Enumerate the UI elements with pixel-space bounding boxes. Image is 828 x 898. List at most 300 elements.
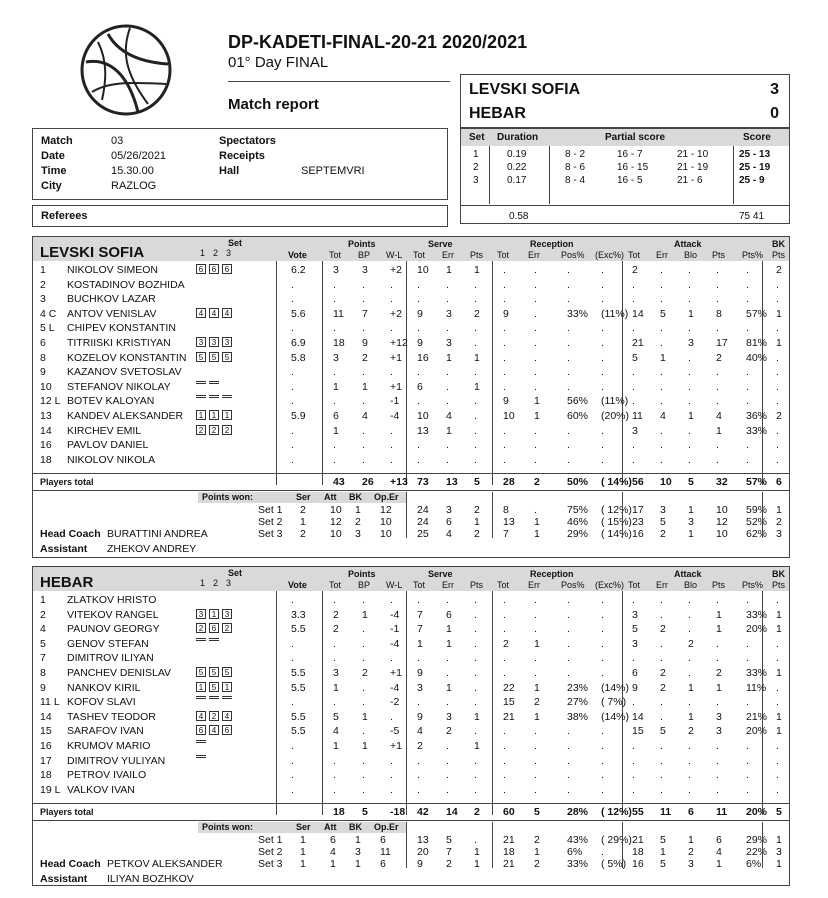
player-number: 17 bbox=[40, 754, 52, 767]
reception-cell: . bbox=[503, 264, 506, 276]
serve-cell: . bbox=[446, 783, 449, 796]
sub-header: Err bbox=[656, 580, 668, 590]
sub-header: Tot bbox=[497, 580, 510, 590]
set-attack: 3 bbox=[660, 504, 666, 517]
set-reception: 2 bbox=[534, 834, 540, 847]
bk-cell: 1 bbox=[776, 337, 782, 349]
reception-cell: . bbox=[567, 424, 570, 437]
points-cell: 3 bbox=[333, 351, 339, 364]
points-cell: +2 bbox=[390, 264, 402, 276]
player-number: 16 bbox=[40, 439, 52, 452]
total-serve: 13 bbox=[446, 476, 458, 489]
serve-cell: . bbox=[446, 652, 449, 665]
attack-cell: . bbox=[632, 366, 635, 379]
assistant-name: ILIYAN BOZHKOV bbox=[107, 873, 194, 886]
reception-cell: . bbox=[534, 424, 537, 437]
reception-cell: . bbox=[534, 293, 537, 306]
total-points: 26 bbox=[362, 476, 374, 489]
reception-cell: . bbox=[567, 725, 570, 738]
serve-cell: 1 bbox=[446, 351, 452, 364]
player-number: 4 bbox=[40, 623, 46, 636]
points-cell: . bbox=[333, 754, 336, 767]
attack-cell: 2 bbox=[688, 637, 694, 650]
set-reception: 33% bbox=[567, 858, 589, 871]
attack-cell: 3 bbox=[632, 637, 638, 650]
points-cell: . bbox=[362, 652, 365, 665]
set-bk: 3 bbox=[776, 846, 782, 859]
bench-marker bbox=[209, 696, 219, 699]
attack-cell: . bbox=[688, 453, 691, 466]
attack-cell: . bbox=[688, 608, 691, 621]
vote: 5.6 bbox=[291, 307, 306, 320]
reception-cell: 27% bbox=[567, 696, 589, 709]
bench-marker bbox=[209, 638, 219, 641]
reception-cell: 9 bbox=[503, 395, 509, 408]
bk-cell: 2 bbox=[776, 264, 782, 276]
set-duration: 0.17 bbox=[507, 175, 527, 186]
team1-name: LEVSKI SOFIA bbox=[469, 81, 581, 98]
serve-cell: 2 bbox=[417, 740, 423, 752]
points-cell: . bbox=[333, 769, 336, 782]
set-rotation: 5 bbox=[196, 667, 206, 677]
attack-cell: . bbox=[632, 395, 635, 408]
serve-cell: . bbox=[417, 439, 420, 452]
sub-header: Err bbox=[528, 250, 540, 260]
bk-cell: . bbox=[776, 652, 779, 665]
reception-cell: . bbox=[601, 667, 604, 679]
total-points: 18 bbox=[333, 806, 345, 819]
player-number: 12 L bbox=[40, 395, 61, 408]
attack-cell: 1 bbox=[716, 623, 722, 636]
reception-header: Reception bbox=[530, 569, 574, 579]
player-number: 16 bbox=[40, 740, 52, 752]
match-time: 15.30.00 bbox=[111, 165, 154, 177]
player-row bbox=[0, 425, 828, 439]
player-number: 19 L bbox=[40, 783, 61, 796]
set-rotation: 5 bbox=[196, 352, 206, 362]
set-serve: 7 bbox=[446, 846, 452, 859]
set-attack: 16 bbox=[632, 528, 644, 541]
total-attack: 11 bbox=[716, 806, 728, 819]
attack-cell: . bbox=[688, 322, 691, 335]
player-number: 5 bbox=[40, 637, 46, 650]
attack-cell: . bbox=[716, 322, 719, 335]
set-rotation: 5 bbox=[222, 352, 232, 362]
report-title: DP-KADETI-FINAL-20-21 2020/2021 bbox=[228, 32, 528, 52]
total-attack: 57% bbox=[746, 476, 768, 489]
set-reception: 43% bbox=[567, 834, 589, 847]
set-reception: ( 29%) bbox=[601, 834, 632, 847]
serve-cell: 1 bbox=[446, 681, 452, 694]
bk-cell: 1 bbox=[776, 623, 782, 636]
player-name: STEFANOV NIKOLAY bbox=[67, 380, 171, 393]
set-attack: 4 bbox=[716, 846, 722, 859]
reception-cell: 2 bbox=[534, 696, 540, 709]
attack-cell: 2 bbox=[660, 681, 666, 694]
set-bk: 2 bbox=[776, 516, 782, 529]
set-number: 2 bbox=[473, 162, 479, 173]
set-attack: 2 bbox=[660, 528, 666, 541]
set-number: 3 bbox=[473, 175, 479, 186]
points-won-label: Points won: bbox=[202, 822, 253, 833]
attack-cell: 17 bbox=[716, 337, 728, 349]
player-number: 1 bbox=[40, 264, 46, 276]
points-cell: 1 bbox=[333, 424, 339, 437]
reception-cell: . bbox=[567, 453, 570, 466]
serve-cell: . bbox=[474, 681, 477, 694]
bk-cell: . bbox=[776, 740, 779, 752]
attack-cell: . bbox=[632, 740, 635, 752]
bk-cell: . bbox=[776, 681, 779, 694]
points-won-header: Att bbox=[324, 822, 337, 833]
attack-cell: . bbox=[746, 769, 749, 782]
set-bk: 1 bbox=[776, 504, 782, 517]
player-row bbox=[0, 711, 828, 725]
attack-cell: . bbox=[688, 740, 691, 752]
bench-marker bbox=[196, 740, 206, 743]
reception-cell: . bbox=[534, 608, 537, 621]
reception-cell: . bbox=[534, 667, 537, 679]
points-cell: +2 bbox=[390, 307, 402, 320]
attack-cell: 14 bbox=[632, 307, 644, 320]
total-points: -18 bbox=[390, 806, 406, 819]
points-won-header: Op.Er bbox=[374, 492, 399, 503]
attack-cell: . bbox=[660, 637, 663, 650]
player-number: 13 bbox=[40, 410, 52, 422]
set-serve: 2 bbox=[446, 858, 452, 871]
reception-cell: . bbox=[534, 769, 537, 782]
total-reception: ( 12%) bbox=[601, 806, 632, 819]
set-rotation: 3 bbox=[196, 337, 206, 347]
attack-cell: . bbox=[660, 337, 663, 349]
reception-cell: . bbox=[534, 337, 537, 349]
set-header: Set bbox=[228, 238, 243, 248]
set-serve: 1 bbox=[474, 858, 480, 871]
player-name: KAZANOV SVETOSLAV bbox=[67, 366, 182, 379]
serve-cell: . bbox=[417, 395, 420, 408]
reception-cell: 10 bbox=[503, 410, 515, 422]
points-cell: . bbox=[390, 424, 393, 437]
set-score: 25 - 19 bbox=[739, 162, 771, 173]
bk-header: BK bbox=[772, 569, 785, 579]
set-reception: 46% bbox=[567, 516, 589, 529]
player-row bbox=[0, 755, 828, 769]
points-cell: . bbox=[362, 395, 365, 408]
player-row bbox=[0, 682, 828, 696]
points-cell: . bbox=[362, 424, 365, 437]
bk-cell: . bbox=[776, 322, 779, 335]
vote: . bbox=[291, 293, 294, 306]
points-won-cell: 1 bbox=[300, 834, 306, 847]
bk-cell: . bbox=[776, 424, 779, 437]
points-cell: 7 bbox=[362, 307, 368, 320]
points-cell: . bbox=[362, 594, 365, 606]
serve-cell: 3 bbox=[446, 307, 452, 320]
points-won-cell: 6 bbox=[330, 834, 336, 847]
assistant-label: Assistant bbox=[40, 873, 88, 886]
player-number: 18 bbox=[40, 453, 52, 466]
attack-cell: . bbox=[746, 322, 749, 335]
reception-cell: 1 bbox=[534, 395, 540, 408]
sub-header: (Exc%) bbox=[595, 580, 624, 590]
reception-cell: . bbox=[503, 594, 506, 606]
points-cell: . bbox=[390, 293, 393, 306]
player-row bbox=[0, 322, 828, 336]
reception-cell: . bbox=[567, 608, 570, 621]
points-cell: 1 bbox=[362, 608, 368, 621]
player-name: NIKOLOV SIMEON bbox=[67, 264, 159, 276]
reception-cell: . bbox=[601, 278, 604, 291]
set-bk: 1 bbox=[776, 834, 782, 847]
attack-cell: . bbox=[660, 278, 663, 291]
reception-cell: . bbox=[503, 278, 506, 291]
sub-header: Blo bbox=[684, 250, 698, 260]
reception-cell: . bbox=[534, 264, 537, 276]
serve-cell: 1 bbox=[446, 623, 452, 636]
serve-cell: . bbox=[446, 366, 449, 379]
set-attack: 6 bbox=[716, 834, 722, 847]
serve-cell: . bbox=[446, 293, 449, 306]
set-serve: 20 bbox=[417, 846, 429, 859]
reception-cell: . bbox=[601, 740, 604, 752]
set-serve: 24 bbox=[417, 504, 429, 517]
referees-box: Referees bbox=[32, 205, 448, 227]
points-won-cell: 1 bbox=[355, 834, 361, 847]
player-row bbox=[0, 308, 828, 322]
total-attack: 5 bbox=[688, 476, 694, 489]
player-name: BOTEV KALOYAN bbox=[67, 395, 155, 408]
points-cell: -4 bbox=[390, 410, 400, 422]
attack-cell: . bbox=[746, 439, 749, 452]
points-cell: . bbox=[390, 322, 393, 335]
attack-cell: 40% bbox=[746, 351, 768, 364]
reception-cell: . bbox=[503, 667, 506, 679]
reception-cell: . bbox=[503, 351, 506, 364]
set-serve: 6 bbox=[446, 516, 452, 529]
points-cell: . bbox=[333, 322, 336, 335]
serve-cell: 7 bbox=[417, 608, 423, 621]
reception-cell: . bbox=[567, 740, 570, 752]
team-name: LEVSKI SOFIA bbox=[40, 244, 145, 261]
attack-header: Attack bbox=[674, 569, 702, 579]
attack-cell: 8 bbox=[716, 307, 722, 320]
attack-cell: 1 bbox=[660, 351, 666, 364]
points-cell: 4 bbox=[333, 725, 339, 738]
serve-cell: 9 bbox=[417, 710, 423, 723]
partial-score: 8 - 2 bbox=[565, 149, 586, 160]
total-serve: 5 bbox=[474, 476, 480, 489]
reception-cell: . bbox=[534, 322, 537, 335]
points-cell: . bbox=[390, 652, 393, 665]
points-cell: . bbox=[333, 293, 336, 306]
points-won-label: Points won: bbox=[202, 492, 253, 503]
sub-header: Tot bbox=[413, 250, 426, 260]
serve-cell: 1 bbox=[446, 637, 452, 650]
attack-cell: . bbox=[746, 740, 749, 752]
reception-cell: . bbox=[601, 594, 604, 606]
serve-cell: . bbox=[474, 652, 477, 665]
player-row bbox=[0, 410, 828, 424]
points-won-cell: 6 bbox=[380, 858, 386, 871]
reception-cell: . bbox=[503, 337, 506, 349]
total-attack: 32 bbox=[716, 476, 728, 489]
attack-cell: 3 bbox=[632, 424, 638, 437]
points-cell: . bbox=[390, 769, 393, 782]
points-cell: . bbox=[390, 439, 393, 452]
bk-cell: . bbox=[776, 637, 779, 650]
reception-cell: (20%) bbox=[601, 410, 630, 422]
total-points: +13 bbox=[390, 476, 408, 489]
player-number: 3 bbox=[40, 293, 46, 306]
reception-cell: . bbox=[503, 293, 506, 306]
points-cell: . bbox=[390, 783, 393, 796]
player-name: PAVLOV DANIEL bbox=[67, 439, 149, 452]
reception-cell: . bbox=[503, 769, 506, 782]
set-attack: 29% bbox=[746, 834, 768, 847]
player-row bbox=[0, 609, 828, 623]
set-label: Set 3 bbox=[258, 528, 283, 541]
attack-cell: . bbox=[688, 424, 691, 437]
bk-cell: . bbox=[776, 366, 779, 379]
sub-header: (Exc%) bbox=[595, 250, 624, 260]
attack-cell: . bbox=[660, 608, 663, 621]
attack-cell: . bbox=[632, 439, 635, 452]
points-cell: 6 bbox=[333, 410, 339, 422]
serve-cell: . bbox=[417, 696, 420, 709]
serve-cell: . bbox=[417, 754, 420, 767]
serve-cell: . bbox=[474, 366, 477, 379]
attack-header: Attack bbox=[674, 239, 702, 249]
player-number: 5 L bbox=[40, 322, 55, 335]
attack-cell: 1 bbox=[716, 681, 722, 694]
attack-cell: . bbox=[716, 652, 719, 665]
points-cell: . bbox=[362, 696, 365, 709]
points-cell: -1 bbox=[390, 623, 400, 636]
set-reception: 2 bbox=[534, 858, 540, 871]
attack-cell: . bbox=[688, 395, 691, 408]
sub-header: Pts bbox=[712, 580, 726, 590]
reception-cell: . bbox=[567, 754, 570, 767]
points-cell: . bbox=[362, 637, 365, 650]
set-reception: ( 12%) bbox=[601, 504, 632, 517]
set-header: Set bbox=[228, 568, 243, 578]
set-label: Set 1 bbox=[258, 504, 283, 517]
partial-score: 16 - 5 bbox=[617, 175, 643, 186]
attack-cell: . bbox=[660, 380, 663, 393]
reception-cell: . bbox=[567, 337, 570, 349]
attack-cell: 2 bbox=[660, 623, 666, 636]
serve-header: Serve bbox=[428, 569, 453, 579]
set-serve: 2 bbox=[474, 504, 480, 517]
player-row bbox=[0, 279, 828, 293]
serve-cell: 6 bbox=[446, 608, 452, 621]
set-rotation: 4 bbox=[222, 711, 232, 721]
serve-cell: 2 bbox=[474, 307, 480, 320]
points-cell: +1 bbox=[390, 740, 402, 752]
set-attack: 1 bbox=[716, 858, 722, 871]
player-row bbox=[0, 264, 828, 278]
set-rotation: 4 bbox=[196, 711, 206, 721]
serve-cell: 1 bbox=[446, 264, 452, 276]
reception-cell: . bbox=[503, 652, 506, 665]
bench-marker bbox=[196, 638, 206, 641]
reception-cell: . bbox=[567, 322, 570, 335]
reception-cell: . bbox=[503, 380, 506, 393]
set-attack: 18 bbox=[632, 846, 644, 859]
bk-cell: 1 bbox=[776, 608, 782, 621]
serve-cell: . bbox=[474, 293, 477, 306]
attack-cell: 3 bbox=[632, 608, 638, 621]
head-coach-label: Head Coach bbox=[40, 528, 101, 541]
team-name: HEBAR bbox=[40, 574, 94, 591]
points-header: Points bbox=[348, 239, 376, 249]
players-total-row bbox=[0, 476, 828, 490]
reception-cell: . bbox=[601, 293, 604, 306]
points-won-cell: 4 bbox=[330, 846, 336, 859]
reception-cell: 1 bbox=[534, 410, 540, 422]
reception-cell: . bbox=[601, 637, 604, 650]
reception-cell: . bbox=[601, 264, 604, 276]
sub-header: BP bbox=[358, 250, 371, 260]
serve-cell: . bbox=[446, 439, 449, 452]
reception-cell: (11%) bbox=[601, 307, 629, 320]
reception-cell: . bbox=[503, 783, 506, 796]
player-number: 7 bbox=[40, 652, 46, 665]
player-number: 4 C bbox=[40, 307, 57, 320]
set-attack: 3 bbox=[688, 516, 694, 529]
reception-cell: 1 bbox=[534, 710, 540, 723]
set-reception: ( 5%) bbox=[601, 858, 627, 871]
reception-cell: . bbox=[534, 366, 537, 379]
set-duration: 0.22 bbox=[507, 162, 527, 173]
attack-cell: 5 bbox=[660, 307, 666, 320]
serve-cell: . bbox=[417, 769, 420, 782]
set-rotation: 1 bbox=[196, 410, 206, 420]
bench-marker bbox=[196, 696, 206, 699]
attack-cell: 2 bbox=[688, 725, 694, 738]
vote-header: Vote bbox=[288, 580, 307, 590]
points-cell: -2 bbox=[390, 696, 400, 709]
set-num-header: 2 bbox=[213, 578, 219, 588]
sub-header: Tot bbox=[329, 580, 342, 590]
points-cell: 3 bbox=[333, 667, 339, 679]
serve-cell: . bbox=[417, 366, 420, 379]
vote: . bbox=[291, 696, 294, 709]
vote: . bbox=[291, 754, 294, 767]
set-attack: 10 bbox=[716, 528, 728, 541]
bk-cell: . bbox=[776, 783, 779, 796]
bk-cell: . bbox=[776, 278, 779, 291]
serve-cell: . bbox=[446, 278, 449, 291]
set-serve: 1 bbox=[474, 516, 480, 529]
total-reception: 2 bbox=[534, 476, 540, 489]
reception-cell: . bbox=[601, 623, 604, 636]
serve-cell: . bbox=[474, 395, 477, 408]
set-reception: ( 14%) bbox=[601, 528, 632, 541]
partial-score: 16 - 7 bbox=[617, 149, 643, 160]
sub-header: Pts% bbox=[742, 250, 764, 260]
reception-cell: . bbox=[567, 264, 570, 276]
attack-cell: . bbox=[746, 264, 749, 276]
points-cell: . bbox=[362, 439, 365, 452]
partial-score: 8 - 4 bbox=[565, 175, 586, 186]
report-subtitle: 01° Day FINAL bbox=[228, 54, 329, 71]
attack-cell: 1 bbox=[688, 307, 694, 320]
set-rotation: 4 bbox=[222, 308, 232, 318]
players-total-label: Players total bbox=[40, 807, 94, 818]
points-won-cell: 2 bbox=[300, 528, 306, 541]
set-reception: 1 bbox=[534, 846, 540, 859]
